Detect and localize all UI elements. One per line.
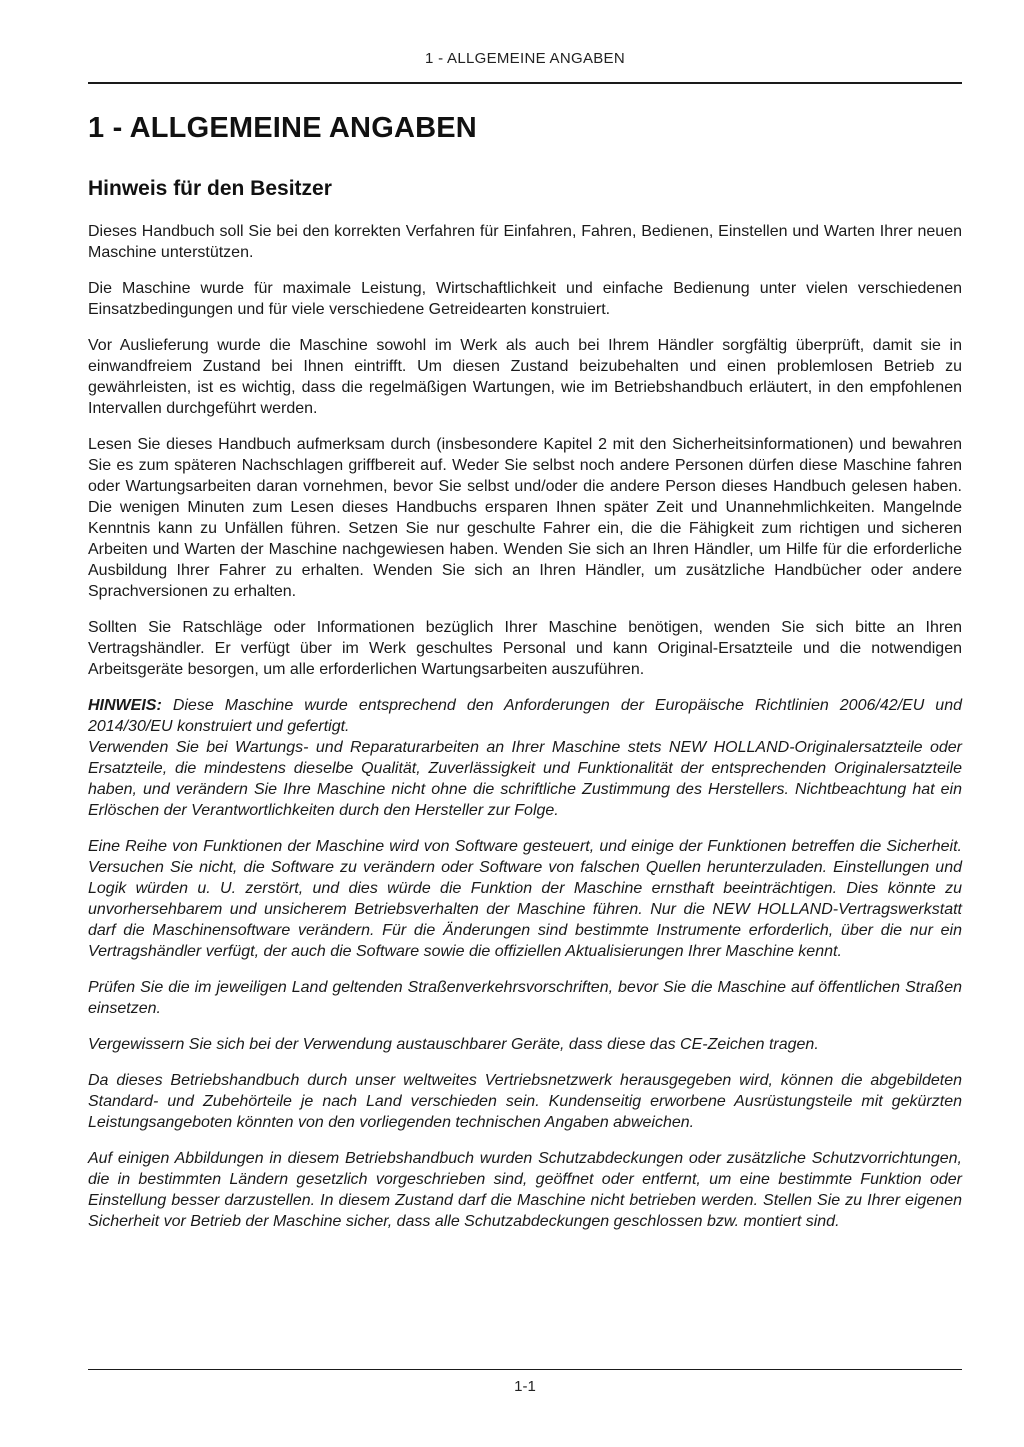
paragraph-delivery-inspection: Vor Auslieferung wurde die Maschine sowohl im Werk als auch bei Ihrem Händler sorgfältig überprüft, damit sie in einwandfreiem Zustand bei Ihnen eintrifft. Um diesen Zustand beizubehalten und einen problemlosen Betrieb zu gewährleisten, ist es wichtig, dass die regelmäßigen Wartungen, wie im Betriebshandbuch erläutert, in den empfohlenen Intervallen durchgeführt werden.: [88, 337, 962, 417]
paragraph-regional-equipment: Da dieses Betriebshandbuch durch unser weltweites Vertriebsnetzwerk herausgegeben wird, können die abgebildeten Standard- und Zubehörteile je nach Land verschieden sein. Kundenseitig erworbene Ausrüstungsteile mit gekürzten Leistungsangeboten könnten von den vorliegenden technischen Angaben abweichen.: [88, 1072, 962, 1131]
footer-rule: [88, 1369, 962, 1371]
note-label: HINWEIS:: [88, 697, 162, 714]
note-text-original-parts: Verwenden Sie bei Wartungs- und Reparaturarbeiten an Ihrer Maschine stets NEW HOLLAND-Originalersatzteile oder Ersatzteile, die mindestens dieselbe Qualität, Zuverlässigkeit und Funktionalität der entsprechenden Originalersatzteile haben, und verändern Sie Ihre Maschine nicht ohne die schriftliche Zustimmung des Herstellers. Nichtbeachtung hat ein Erlöschen der Verantwortlichkeiten durch den Hersteller zur Folge.: [88, 739, 962, 819]
chapter-title: 1 - ALLGEMEINE ANGABEN: [88, 112, 477, 144]
note-paragraph: [88, 695, 962, 821]
paragraph-road-traffic-rules: Prüfen Sie die im jeweiligen Land geltenden Straßenverkehrsvorschriften, bevor Sie die Maschine auf öffentlichen Straßen einsetzen.: [88, 979, 962, 1017]
paragraph-ce-mark: Vergewissern Sie sich bei der Verwendung austauschbarer Geräte, dass diese das CE-Zeichen tragen.: [88, 1036, 819, 1053]
paragraph-dealer-support: Sollten Sie Ratschläge oder Informationen bezüglich Ihrer Maschine benötigen, wenden Sie sich bitte an Ihren Vertragshändler. Er verfügt über im Werk geschultes Personal und kann Original-Ersatzteile und die notwendigen Arbeitsgeräte besorgen, um alle erforderlichen Wartungsarbeiten auszuführen.: [88, 619, 962, 678]
paragraph-read-manual: Lesen Sie dieses Handbuch aufmerksam durch (insbesondere Kapitel 2 mit den Sicherheitsinformationen) und bewahren Sie es zum späteren Nachschlagen griffbereit auf. Weder Sie selbst noch andere Personen dürfen diese Maschine fahren oder Wartungsarbeiten daran vornehmen, bevor Sie selbst und/oder die andere Person dieses Handbuch gelesen haben. Die wenigen Minuten zum Lesen dieses Handbuchs ersparen Ihnen später Zeit und Unannehmlichkeiten. Mangelnde Kenntnis kann zu Unfällen führen. Setzen Sie nur geschulte Fahrer ein, die die Fähigkeit zum richtigen und sicheren Arbeiten und Warten der Maschine nachgewiesen haben. Wenden Sie sich an Ihren Händler, um Hilfe für die erforderliche Ausbildung Ihrer Fahrer zu erhalten. Wenden Sie sich an Ihren Händler, um zusätzliche Handbücher oder andere Sprachversionen zu erhalten.: [88, 436, 962, 600]
page-footer: [88, 1369, 962, 1396]
paragraph-machine-design: Die Maschine wurde für maximale Leistung, Wirtschaftlichkeit und einfache Bedienung unter vielen verschiedenen Einsatzbedingungen und für viele verschiedene Getreidearten konstruiert.: [88, 280, 962, 318]
paragraph-software: Eine Reihe von Funktionen der Maschine wird von Software gesteuert, und einige der Funktionen betreffen die Sicherheit. Versuchen Sie nicht, die Software zu verändern oder Software von falschen Quellen herunterzuladen. Einstellungen und Logik würden u. U. zerstört, und dies würde die Funktion der Maschine ernsthaft beeinträchtigen. Dies könnte zu unvorhersehbarem und unsicherem Betriebsverhalten der Maschine führen. Nur die NEW HOLLAND-Vertragswerkstatt darf die Maschinensoftware verändern. Für die Änderungen sind bestimmte Instrumente erforderlich, über die nur ein Vertragshändler verfügt, der auch die Software sowie die offiziellen Aktualisierungen Ihrer Maschine kennt.: [88, 838, 962, 960]
page-number: 1-1: [514, 1378, 536, 1395]
running-header: 1 - ALLGEMEINE ANGABEN: [424, 50, 625, 67]
section-title: Hinweis für den Besitzer: [88, 177, 332, 200]
paragraph-intro: Dieses Handbuch soll Sie bei den korrekten Verfahren für Einfahren, Fahren, Bedienen, Einstellen und Warten Ihrer neuen Maschine unterstützen.: [88, 223, 962, 261]
note-text-directives: Diese Maschine wurde entsprechend den Anforderungen der Europäische Richtlinien 2006/42/EU und 2014/30/EU konstruiert und gefertigt.: [88, 697, 963, 735]
paragraph-guards-illustrations: Auf einigen Abbildungen in diesem Betriebshandbuch wurden Schutzabdeckungen oder zusätzliche Schutzvorrichtungen, die in bestimmten Ländern gesetzlich vorgeschrieben sind, geöffnet oder entfernt, um eine bestimmte Funktion oder Einstellung besser darzustellen. In diesem Zustand darf die Maschine nicht betrieben werden. Stellen Sie zu Ihrer eigenen Sicherheit vor Betrieb der Maschine sicher, dass alle Schutzabdeckungen geschlossen bzw. montiert sind.: [88, 1150, 962, 1230]
header-rule: [88, 82, 962, 84]
